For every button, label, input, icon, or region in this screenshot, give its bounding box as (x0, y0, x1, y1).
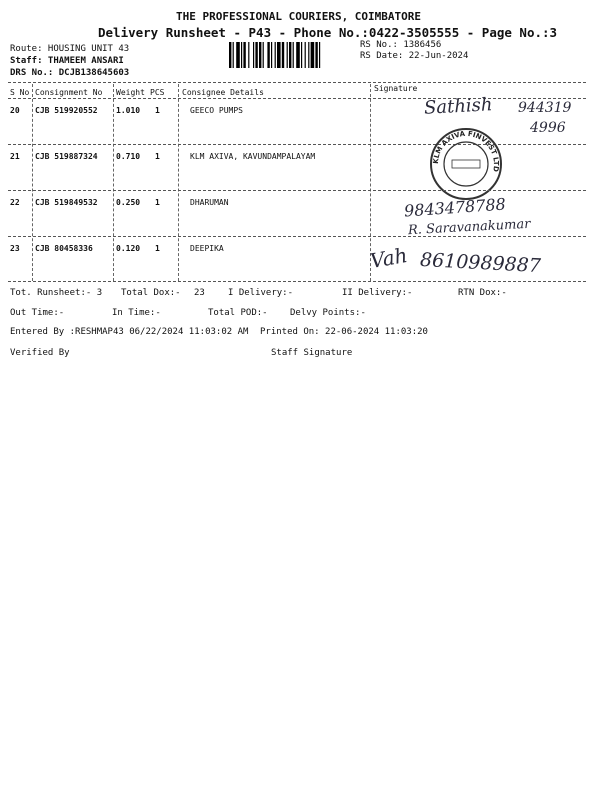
in-time: In Time:- (112, 308, 161, 318)
rs-date: RS Date: 22-Jun-2024 (360, 51, 469, 61)
stamp-text: KLM AXIVA FINVEST LTD (431, 129, 501, 173)
entered-by: Entered By :RESHMAP43 06/22/2024 11:03:02 AM (10, 327, 249, 337)
row-consignee: DEEPIKA (190, 244, 224, 253)
col-header-weight: Weight (116, 88, 145, 97)
handwritten-phone: 944319 (518, 100, 572, 116)
handwritten-phone: 4996 (530, 120, 566, 136)
delvy-points: Delvy Points:- (290, 308, 366, 318)
barcode (229, 42, 355, 68)
row-sno: 20 (10, 106, 20, 115)
col-header-consignment: Consignment No (35, 88, 103, 97)
handwritten-phone: 9843478788 (403, 194, 507, 221)
staff-signature: Staff Signature (271, 348, 353, 358)
row-pcs: 1 (155, 106, 160, 115)
tot-runsheet: Tot. Runsheet:- 3 (10, 288, 103, 298)
drs-label: DRS No.: DCJB138645603 (10, 68, 130, 78)
rs-no: RS No.: 1386456 (360, 40, 442, 50)
row-pcs: 1 (155, 198, 160, 207)
row-pcs: 1 (155, 244, 160, 253)
row-weight: 0.710 (116, 152, 141, 161)
verified-by: Verified By (10, 348, 70, 358)
row-sno: 22 (10, 198, 20, 207)
route-label: Route: HOUSING UNIT 43 (10, 44, 130, 54)
runsheet-title: Delivery Runsheet - P43 - Phone No.:0422-3505555 - Page No.:3 (98, 25, 558, 40)
row-consignment: CJB 80458336 (35, 244, 93, 253)
col-header-sno: S No (10, 88, 30, 97)
row-consignee: KLM AXIVA, KAVUNDAMPALAYAM (190, 152, 316, 161)
rtn-dox: RTN Dox:- (458, 288, 507, 298)
i-delivery: I Delivery:- (228, 288, 294, 298)
signature-scrawl: Sathish (423, 94, 493, 119)
signature-scrawl: R. Saravanakumar (407, 216, 531, 239)
ii-delivery: II Delivery:- (342, 288, 413, 298)
row-weight: 0.120 (116, 244, 141, 253)
col-header-pcs: PCS (150, 88, 165, 97)
total-pod: Total POD:- (208, 308, 268, 318)
row-weight: 0.250 (116, 198, 141, 207)
col-header-consignee: Consignee Details (182, 88, 264, 97)
row-sno: 21 (10, 152, 20, 161)
row-consignee: GEECO PUMPS (190, 106, 243, 115)
row-consignment: CJB 519887324 (35, 152, 98, 161)
total-dox-value: 23 (194, 288, 205, 298)
total-dox-label: Total Dox:- (121, 288, 181, 298)
row-consignee: DHARUMAN (190, 198, 229, 207)
row-consignment: CJB 519920552 (35, 106, 98, 115)
out-time: Out Time:- (10, 308, 65, 318)
row-pcs: 1 (155, 152, 160, 161)
row-sno: 23 (10, 244, 20, 253)
signature-scrawl: Vah (368, 242, 410, 274)
col-header-signature: Signature (374, 84, 418, 93)
handwritten-phone: 8610989887 (419, 248, 542, 278)
svg-text:KLM AXIVA FINVEST LTD (432, 130, 500, 173)
company-title: THE PROFESSIONAL COURIERS, COIMBATORE (176, 10, 422, 23)
row-weight: 1.010 (116, 106, 141, 115)
staff-label: Staff: THAMEEM ANSARI (10, 56, 124, 66)
row-consignment: CJB 519849532 (35, 198, 98, 207)
printed-on: Printed On: 22-06-2024 11:03:20 (260, 327, 428, 337)
